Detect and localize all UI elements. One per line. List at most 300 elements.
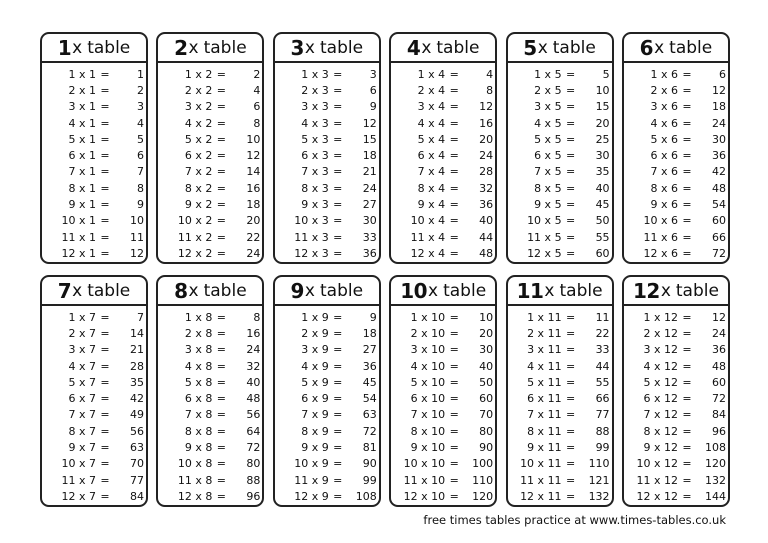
table-rows [508,63,612,262]
row-equals: = [216,359,226,373]
card-title [42,34,146,63]
row-result: 99 [362,473,377,487]
table-row [42,115,146,131]
row-equals: = [333,343,343,357]
table-row [391,472,495,488]
row-expression: 1 x 8 [184,310,213,324]
table-row [391,82,495,98]
row-equals: = [565,310,576,324]
table-row [275,456,379,472]
row-result: 36 [362,359,377,373]
row-expression: 2 x 12 [643,326,678,340]
row-equals: = [333,375,343,389]
row-expression: 1 x 10 [410,310,446,324]
row-result: 8 [253,116,261,130]
table-row [624,390,728,406]
row-equals: = [565,198,576,212]
row-equals: = [216,246,226,260]
row-result: 21 [362,165,377,179]
table-row [275,342,379,358]
row-equals: = [333,83,343,97]
table-row [158,213,262,229]
row-expression: 2 x 2 [184,83,213,97]
row-expression: 5 x 12 [643,375,678,389]
row-expression: 6 x 1 [68,149,96,163]
row-result: 72 [711,246,726,260]
row-expression: 6 x 3 [301,149,329,163]
row-equals: = [682,116,692,130]
table-row [158,115,262,131]
row-result: 11 [130,230,144,244]
row-result: 72 [246,441,261,455]
table-row [391,99,495,115]
row-equals: = [216,457,226,471]
row-equals: = [216,310,226,324]
title-number: 1 [57,35,72,60]
row-equals: = [333,392,343,406]
row-equals: = [333,310,343,324]
card-title [158,277,262,306]
row-result: 60 [479,392,494,406]
row-expression: 4 x 7 [68,359,96,373]
row-result: 88 [246,473,261,487]
row-result: 24 [246,246,261,260]
row-equals: = [333,489,343,503]
table-row [624,213,728,229]
row-result: 12 [711,83,726,97]
table-row [508,309,612,325]
table-row [158,374,262,390]
row-expression: 7 x 10 [410,408,446,422]
row-result: 80 [479,424,494,438]
row-expression: 1 x 11 [527,310,562,324]
table-row [158,180,262,196]
title-word: table [552,37,596,58]
row-expression: 4 x 12 [643,359,678,373]
table-row [391,325,495,341]
table-rows [158,63,262,262]
table-row [42,472,146,488]
row-equals: = [565,457,576,471]
tables-grid [40,32,730,507]
row-result: 45 [595,198,610,212]
row-equals: = [100,165,110,179]
row-result: 36 [362,246,377,260]
table-row [42,374,146,390]
row-equals: = [565,100,576,114]
table-row [391,229,495,245]
times-table-card [156,32,264,264]
row-expression: 6 x 4 [417,149,446,163]
row-expression: 12 x 9 [294,489,329,503]
row-expression: 11 x 9 [294,473,329,487]
title-number: 12 [632,278,660,303]
row-expression: 11 x 11 [520,473,562,487]
table-row [42,439,146,455]
row-equals: = [100,457,110,471]
table-row [275,164,379,180]
row-equals: = [565,408,576,422]
row-expression: 2 x 8 [184,326,213,340]
table-row [158,456,262,472]
row-result: 36 [711,343,726,357]
row-result: 4 [137,116,144,130]
row-result: 33 [595,343,610,357]
table-row [158,164,262,180]
times-table-card [622,32,730,264]
row-expression: 12 x 3 [294,246,329,260]
row-result: 44 [479,230,494,244]
row-expression: 6 x 5 [534,149,562,163]
row-equals: = [216,473,226,487]
table-row [624,229,728,245]
row-result: 96 [246,489,261,503]
table-row [508,358,612,374]
row-equals: = [216,116,226,130]
table-row [391,309,495,325]
row-result: 6 [718,67,726,81]
row-expression: 9 x 4 [417,198,446,212]
table-row [508,147,612,163]
row-expression: 8 x 7 [68,424,96,438]
table-row [275,390,379,406]
table-row [508,196,612,212]
row-equals: = [449,310,459,324]
row-expression: 5 x 10 [410,375,446,389]
row-expression: 5 x 11 [527,375,562,389]
row-result: 22 [595,326,610,340]
row-expression: 7 x 12 [643,408,678,422]
table-row [508,66,612,82]
table-row [508,245,612,261]
table-row [158,147,262,163]
row-expression: 7 x 1 [68,165,96,179]
row-expression: 8 x 5 [534,181,562,195]
row-equals: = [449,149,459,163]
row-equals: = [100,441,110,455]
row-equals: = [449,246,459,260]
row-equals: = [565,132,576,146]
row-equals: = [449,132,459,146]
row-result: 77 [595,408,610,422]
table-row [158,342,262,358]
table-row [275,229,379,245]
table-row [624,131,728,147]
row-result: 45 [362,375,377,389]
row-equals: = [449,326,459,340]
row-expression: 8 x 10 [410,424,446,438]
row-result: 20 [595,116,610,130]
table-row [42,342,146,358]
row-equals: = [682,473,692,487]
table-row [508,439,612,455]
row-equals: = [216,392,226,406]
table-row [391,164,495,180]
row-equals: = [682,214,692,228]
times-table-card [273,32,381,264]
row-expression: 7 x 7 [68,408,96,422]
row-result: 84 [711,408,726,422]
row-result: 40 [479,359,494,373]
row-equals: = [682,343,692,357]
row-expression: 11 x 10 [403,473,446,487]
row-expression: 8 x 3 [301,181,329,195]
row-expression: 7 x 5 [534,165,562,179]
row-result: 30 [362,214,377,228]
times-table-card [506,32,614,264]
title-x-mark: x [428,280,439,301]
title-number: 5 [523,35,537,60]
times-table-card [40,32,148,264]
row-expression: 7 x 6 [650,165,678,179]
table-row [275,147,379,163]
row-result: 18 [362,326,377,340]
row-result: 48 [479,246,494,260]
row-expression: 1 x 5 [534,67,562,81]
table-row [42,407,146,423]
title-number: 7 [57,278,72,303]
card-title [42,277,146,306]
row-equals: = [449,343,459,357]
table-row [42,229,146,245]
table-row [158,390,262,406]
table-row [275,472,379,488]
row-equals: = [682,181,692,195]
row-expression: 4 x 6 [650,116,678,130]
row-result: 60 [595,246,610,260]
table-row [275,66,379,82]
row-equals: = [449,424,459,438]
row-result: 66 [711,230,726,244]
table-row [624,374,728,390]
row-equals: = [565,326,576,340]
row-expression: 5 x 3 [301,132,329,146]
table-row [508,407,612,423]
row-expression: 7 x 11 [527,408,562,422]
card-title [158,34,262,63]
table-row [508,82,612,98]
table-row [391,131,495,147]
row-result: 5 [602,67,610,81]
row-result: 81 [362,441,377,455]
table-row [391,342,495,358]
row-result: 25 [595,132,610,146]
row-result: 36 [479,198,494,212]
row-equals: = [565,375,576,389]
card-title [275,277,379,306]
table-row [42,325,146,341]
row-equals: = [100,473,110,487]
row-expression: 9 x 9 [301,441,329,455]
table-row [391,390,495,406]
row-expression: 3 x 12 [643,343,678,357]
row-result: 55 [595,230,610,244]
table-row [391,213,495,229]
row-expression: 10 x 1 [61,214,96,228]
table-row [508,390,612,406]
row-equals: = [333,359,343,373]
table-row [275,309,379,325]
row-expression: 4 x 8 [184,359,213,373]
table-row [624,180,728,196]
row-expression: 10 x 11 [520,457,562,471]
table-row [158,309,262,325]
title-word: table [559,280,603,301]
row-result: 63 [130,441,144,455]
row-result: 24 [246,343,261,357]
row-equals: = [449,214,459,228]
row-expression: 1 x 7 [68,310,96,324]
table-row [391,66,495,82]
row-equals: = [682,424,692,438]
table-row [158,245,262,261]
table-row [275,423,379,439]
row-expression: 11 x 1 [61,230,96,244]
row-equals: = [565,230,576,244]
row-result: 15 [362,132,377,146]
row-result: 63 [362,408,377,422]
row-expression: 5 x 5 [534,132,562,146]
table-row [42,131,146,147]
title-x-mark: x [188,37,199,58]
row-result: 132 [588,489,610,503]
table-rows [42,306,146,505]
row-equals: = [100,408,110,422]
row-equals: = [333,408,343,422]
row-equals: = [449,473,459,487]
table-row [624,115,728,131]
row-equals: = [100,310,110,324]
row-result: 108 [704,441,726,455]
table-row [391,456,495,472]
table-row [158,325,262,341]
table-row [158,66,262,82]
card-title [624,34,728,63]
title-word: table [319,280,364,301]
row-expression: 3 x 7 [68,343,96,357]
row-expression: 3 x 8 [184,343,213,357]
table-rows [624,63,728,262]
row-equals: = [100,100,110,114]
row-expression: 8 x 4 [417,181,446,195]
title-number: 10 [400,278,428,303]
row-result: 8 [137,181,144,195]
table-row [391,245,495,261]
row-equals: = [100,326,110,340]
title-x-mark: x [654,37,665,58]
table-row [42,99,146,115]
table-row [42,180,146,196]
row-result: 48 [711,181,726,195]
row-equals: = [216,424,226,438]
table-row [624,325,728,341]
row-equals: = [682,100,692,114]
row-expression: 4 x 11 [527,359,562,373]
title-number: 4 [406,35,421,60]
row-result: 54 [711,198,726,212]
row-result: 3 [369,67,377,81]
table-row [508,180,612,196]
row-result: 24 [362,181,377,195]
row-result: 66 [595,392,610,406]
table-row [624,82,728,98]
table-row [508,131,612,147]
row-result: 8 [486,83,494,97]
title-x-mark: x [72,280,83,301]
row-expression: 11 x 8 [177,473,213,487]
footer-credit: free times tables practice at www.times-tables.co.uk [423,513,726,527]
row-equals: = [100,181,110,195]
table-row [158,423,262,439]
row-expression: 8 x 11 [527,424,562,438]
row-result: 15 [595,100,610,114]
row-equals: = [449,489,459,503]
row-equals: = [333,67,343,81]
table-row [275,213,379,229]
row-equals: = [682,375,692,389]
row-result: 50 [479,375,494,389]
row-equals: = [333,214,343,228]
row-result: 4 [486,67,494,81]
row-expression: 8 x 9 [301,424,329,438]
table-row [158,229,262,245]
row-equals: = [682,310,692,324]
row-result: 7 [137,165,144,179]
row-expression: 5 x 2 [184,132,213,146]
table-rows [275,63,379,262]
times-table-card [622,275,730,507]
title-number: 11 [516,278,544,303]
row-expression: 12 x 10 [403,489,446,503]
table-row [391,196,495,212]
row-expression: 1 x 12 [643,310,678,324]
row-expression: 4 x 3 [301,116,329,130]
times-table-card [273,275,381,507]
row-equals: = [100,83,110,97]
row-result: 56 [130,424,144,438]
table-row [42,213,146,229]
row-expression: 7 x 2 [184,165,213,179]
row-equals: = [216,165,226,179]
row-result: 9 [369,310,377,324]
row-result: 20 [479,132,494,146]
row-expression: 6 x 10 [410,392,446,406]
row-expression: 9 x 6 [650,198,678,212]
row-expression: 1 x 6 [650,67,678,81]
table-row [624,245,728,261]
row-expression: 9 x 5 [534,198,562,212]
row-expression: 3 x 3 [301,100,329,114]
times-table-card [389,275,497,507]
row-equals: = [682,457,692,471]
row-equals: = [565,343,576,357]
title-x-mark: x [544,280,555,301]
row-equals: = [216,230,226,244]
row-result: 32 [479,181,494,195]
row-equals: = [216,100,226,114]
row-result: 40 [479,214,494,228]
title-x-mark: x [537,37,548,58]
row-expression: 2 x 3 [301,83,329,97]
table-row [42,309,146,325]
row-result: 49 [130,408,144,422]
title-word: table [203,37,247,58]
row-result: 144 [704,489,726,503]
row-expression: 3 x 6 [650,100,678,114]
row-expression: 4 x 4 [417,116,446,130]
title-x-mark: x [660,280,671,301]
row-result: 20 [246,214,261,228]
